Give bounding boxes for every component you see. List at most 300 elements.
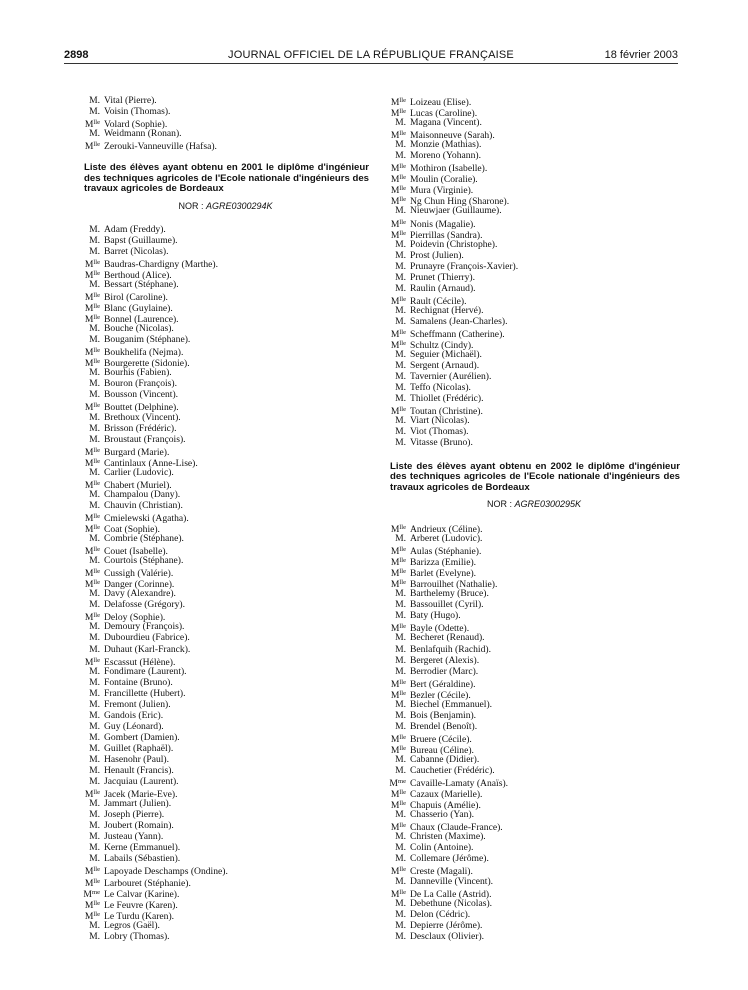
person-name: Deloy (Sophie). [104,612,166,624]
right-top-list [384,95,684,449]
person-name: Pierrillas (Sandra). [410,229,483,241]
person-name: Combrie (Stéphane). [104,533,184,545]
civility-suffix: lle [93,402,100,410]
person-name: Barrouilhet (Nathalie). [410,579,498,591]
person-name: Guillet (Raphaël). [104,742,174,754]
civility [78,423,100,434]
civility-letter: M. [395,437,406,449]
list-item [78,128,373,139]
list-item [78,489,373,500]
person-name: Bouganim (Stéphane). [104,334,191,346]
civility [384,349,406,360]
civility-letter: M. [89,95,100,106]
list-item [384,404,684,418]
person-name: Bourhis (Fabien). [104,367,172,379]
list-item [78,820,373,831]
list-item [78,599,373,610]
civility [384,205,406,216]
list-item [78,445,373,456]
civility-letter: M [84,789,94,801]
list-item [384,261,684,272]
civility-letter: M. [395,271,406,283]
civility-letter: M. [89,599,100,611]
person-name: Creste (Magali). [410,866,473,878]
person-name: Fontaine (Bruno). [104,676,173,688]
list-item [78,106,373,117]
person-name: Duhaut (Karl-Franck). [104,643,191,655]
civility-letter: M. [395,260,406,272]
civility [384,632,406,643]
civility-letter: M. [89,643,100,655]
civility-letter: M. [395,238,406,250]
civility-suffix: lle [399,174,406,182]
civility-letter: M [84,314,94,326]
list-item [78,677,373,688]
list-item [78,378,373,389]
list-item [384,743,684,754]
civility [384,931,406,942]
civility [78,139,100,152]
civility-letter: M [390,174,400,186]
civility-suffix: lle [93,457,100,465]
person-name: Barlet (Evelyne). [410,568,477,580]
civility-letter: M. [89,422,100,434]
person-name: Depierre (Jérôme). [410,919,483,931]
person-name: Barret (Nicolas). [104,245,169,257]
person-name: Bureau (Céline). [410,744,474,756]
person-name: Chauvin (Christian). [104,499,183,511]
person-name: Moreno (Yohann). [410,150,481,162]
list-item [78,522,373,533]
list-item [78,909,373,920]
list-item [78,117,373,131]
person-name: Thiollet (Frédéric). [410,393,484,405]
person-name: Bois (Benjamin). [410,709,477,721]
list-item [78,666,373,677]
civility-letter: M. [395,249,406,261]
list-item [384,632,684,643]
list-item [384,382,684,393]
person-name: Bergeret (Alexis). [410,654,480,666]
list-item [384,393,684,404]
civility-letter: M. [395,875,406,887]
person-name: Baty (Hugo). [410,610,461,622]
list-item [384,305,684,316]
civility [78,588,100,599]
list-item [384,898,684,909]
list-item [78,412,373,423]
person-name: Broustaut (François). [104,433,186,445]
person-name: Brendel (Benoît). [410,720,478,732]
person-name: Delafosse (Grégory). [104,599,185,611]
person-name: Biechel (Emmanuel). [410,698,493,710]
person-name: Jacquiau (Laurent). [104,776,179,788]
list-item [384,150,684,161]
civility-suffix: lle [399,888,406,896]
person-name: Magana (Vincent). [410,117,482,129]
list-item [78,721,373,732]
civility-suffix: lle [93,612,100,620]
civility-letter: M [84,479,94,491]
list-item [78,235,373,246]
list-item [78,434,373,445]
civility [384,533,406,544]
person-name: Lucas (Caroline). [410,108,478,120]
civility-letter: M. [89,798,100,810]
person-name: Zerouki-Vanneuville (Hafsa). [104,141,217,153]
civility [384,721,406,732]
list-item [384,699,684,710]
person-name: Francillette (Hubert). [104,687,186,699]
civility [384,588,406,599]
civility [78,489,100,500]
civility-letter: M [390,406,400,418]
person-name: Vital (Pierre). [104,95,157,106]
civility-letter: M. [89,698,100,710]
graduates-list-2002 [384,522,684,942]
civility [384,139,406,150]
civility-letter: M. [89,367,100,379]
civility-letter: M. [89,765,100,777]
civility-suffix: lle [93,303,100,311]
civility-letter: M [84,579,94,591]
person-name: Mothiron (Isabelle). [410,163,488,175]
civility-letter: M. [89,919,100,931]
civility-suffix: lle [93,656,100,664]
list-item [78,500,373,511]
civility [384,599,406,610]
list-item [384,349,684,360]
civility-letter: M. [395,665,406,677]
list-item [78,887,373,898]
list-item [384,228,684,239]
person-name: Nieuwjaer (Guillaume). [410,205,502,217]
person-name: Bouron (François). [104,378,178,390]
list-item [78,478,373,489]
list-item [384,853,684,864]
civility-letter: M [390,130,400,142]
person-name: Blanc (Guylaine). [104,303,173,315]
list-item [78,732,373,743]
list-item [384,161,684,175]
person-name: Fondimare (Laurent). [104,665,187,677]
person-name: Prunayre (François-Xavier). [410,260,519,272]
civility-letter: M [84,303,94,315]
civility-suffix: lle [93,347,100,355]
person-name: Gandois (Eric). [104,709,164,721]
civility-letter: M. [89,378,100,390]
list-item [78,765,373,776]
civility-letter: M. [89,389,100,401]
civility-letter: M. [89,588,100,600]
civility-letter: M. [395,919,406,931]
left-column [78,95,373,942]
civility-suffix: lle [93,269,100,277]
person-name: Justeau (Yann). [104,831,164,843]
civility-letter: M. [395,371,406,383]
person-name: Le Turdu (Karen). [104,910,175,922]
civility-suffix: lle [399,406,406,414]
list-item [78,632,373,643]
person-name: Maisonneuve (Sarah). [410,130,495,142]
civility-letter: M. [89,853,100,865]
list-item [384,765,684,776]
person-name: Burgard (Marie). [104,446,170,458]
civility-suffix: lle [93,141,100,149]
civility-suffix: lle [399,866,406,874]
person-name: Boukhelifa (Nejma). [104,347,184,359]
person-name: Seguier (Michaël). [410,349,482,361]
person-name: Gombert (Damien). [104,731,180,743]
list-item [78,456,373,467]
person-name: Tavernier (Aurélien). [410,371,492,383]
person-name: Couet (Isabelle). [104,546,168,558]
civility-letter: M [390,295,400,307]
person-name: Weidmann (Ronan). [104,128,182,140]
person-name: Jacek (Marie-Eve). [104,789,178,801]
civility-letter: M. [89,466,100,478]
civility-suffix: lle [93,314,100,322]
person-name: Brethoux (Vincent). [104,411,181,423]
civility-letter: M [84,899,94,911]
person-name: Legros (Gaël). [104,919,160,931]
civility-letter: M. [89,234,100,246]
civility-suffix: lle [399,689,406,697]
civility [78,920,100,931]
civility-letter: M. [395,382,406,394]
civility [384,360,406,371]
civility-letter: M. [89,831,100,843]
civility [78,323,100,334]
person-name: Kerne (Emmanuel). [104,842,181,854]
list-item [78,257,373,268]
list-item [78,831,373,842]
civility [384,765,406,776]
person-name: Collemare (Jérôme). [410,853,489,865]
list-item [384,677,684,688]
civility-letter: M. [89,742,100,754]
civility [384,437,406,448]
person-name: Lapoyade Deschamps (Ondine). [104,866,228,878]
civility-letter: M. [89,223,100,235]
list-item [78,334,373,345]
civility-letter: M [84,358,94,370]
civility-letter: M [390,108,400,120]
page-header [64,49,678,63]
civility-letter: M. [395,842,406,854]
civility-suffix: lle [399,822,406,830]
civility-letter: M. [395,360,406,372]
list-item [384,272,684,283]
civility [384,920,406,931]
person-name: Rechignat (Hervé). [410,304,484,316]
nor-reference-2002 [384,499,684,509]
list-item [384,710,684,721]
person-name: Bonnel (Laurence). [104,314,179,326]
civility-letter: M [390,678,400,690]
nor-reference-2001 [78,201,373,211]
person-name: Danger (Corinne). [104,579,175,591]
right-column [384,95,684,942]
person-name: Brisson (Frédéric). [104,422,177,434]
person-name: Voisin (Thomas). [104,106,171,118]
list-item [78,853,373,864]
civility-letter: M. [395,809,406,821]
list-item [384,217,684,228]
civility-letter: M [390,229,400,241]
civility-letter: M. [395,610,406,622]
civility-letter: M [390,733,400,745]
civility-letter: M [390,579,400,591]
civility-letter: M. [395,908,406,920]
civility-letter: M. [89,323,100,335]
person-name: Chasserio (Yan). [410,809,475,821]
list-item [78,389,373,400]
person-name: Adam (Freddy). [104,223,166,235]
civility-letter: M [84,910,94,922]
civility [78,378,100,389]
list-item [384,776,684,790]
civility-letter: M [84,656,94,668]
person-name: Toutan (Christine). [410,406,483,418]
person-name: Bayle (Odette). [410,623,470,635]
list-item [384,876,684,887]
civility-letter: M [84,141,94,153]
list-item [384,688,684,699]
civility-letter: M [390,163,400,175]
civility [384,305,406,316]
civility-letter: M. [89,720,100,732]
civility-letter: M [84,347,94,359]
person-name: Coat (Sophie). [104,524,160,535]
civility-letter: M [84,457,94,469]
person-name: Mura (Virginie). [410,185,474,197]
civility-letter: M. [89,533,100,545]
list-item [78,290,373,304]
person-name: Delon (Cédric). [410,908,471,920]
list-item [384,610,684,621]
list-item [384,721,684,732]
civility-suffix: lle [399,524,406,531]
list-item [384,566,684,580]
civility [78,95,100,106]
list-item [78,423,373,434]
person-name: Baudras-Chardigny (Marthe). [104,258,219,270]
civility [384,853,406,864]
civility-letter: M. [395,930,406,942]
civility [384,117,406,128]
list-item [384,864,684,878]
civility-suffix: lle [93,524,100,531]
list-item [384,655,684,666]
civility-letter: M [390,340,400,352]
civility-letter: M. [89,676,100,688]
list-item [384,666,684,677]
civility-letter: M [84,524,94,535]
list-item [384,931,684,942]
list-item [78,776,373,787]
header-rule [64,63,678,64]
civility-letter: M [390,185,400,197]
civility-letter: M. [395,205,406,217]
civility-letter: M. [395,139,406,151]
list-item [78,787,373,801]
civility-letter: M [84,877,94,889]
list-item [78,588,373,599]
person-name: Joubert (Romain). [104,820,174,832]
civility [384,655,406,666]
person-name: Cussigh (Valérie). [104,568,174,580]
person-name: Berthoud (Alice). [104,269,172,281]
civility [78,666,100,677]
civility [384,239,406,250]
civility-letter: M. [395,150,406,162]
civility [78,644,100,655]
person-name: Loizeau (Elise). [410,97,472,108]
civility-suffix: lle [399,744,406,752]
person-name: Chapuis (Amélie). [410,800,481,812]
list-item [78,610,373,624]
list-item [78,743,373,754]
civility-letter: M [389,778,398,790]
civility-letter: M. [395,599,406,611]
civility-suffix: lle [93,866,100,874]
person-name: Labails (Sébastien). [104,853,181,865]
list-item [78,577,373,591]
civility-suffix: lle [93,446,100,454]
person-name: Bourgerette (Sidonie). [104,358,190,370]
list-item [78,467,373,478]
civility-letter: M. [395,765,406,777]
person-name: Davy (Alexandre). [104,588,176,600]
civility-letter: M. [395,117,406,129]
civility-letter: M. [395,282,406,294]
list-item [78,139,373,153]
civility-letter: M [390,789,400,801]
civility-letter: M. [89,334,100,346]
section-title-2002: Liste des élèves ayant obtenu en 2002 le diplôme d'ingénieur des techniques agricoles de l'Ecole nationale d'ingénieurs des travaux agricoles de Bordeaux [390,460,680,493]
civility [384,261,406,272]
civility [384,809,406,820]
person-name: Cantinlaux (Anne-Lise). [104,457,198,469]
civility-suffix: lle [93,789,100,797]
civility-letter: M [84,866,94,878]
list-item [78,898,373,909]
civility [78,754,100,765]
civility [78,599,100,610]
list-item [384,205,684,216]
civility-suffix: lle [399,678,406,686]
list-item [384,522,684,533]
civility [78,721,100,732]
civility [78,533,100,544]
civility-suffix: lle [399,218,406,226]
civility-suffix: lle [399,295,406,303]
list-item [384,172,684,186]
civility-suffix: lle [93,546,100,554]
list-item [384,533,684,544]
civility-suffix: lle [399,800,406,808]
person-name: Escassut (Hélène). [104,656,176,668]
list-item [78,798,373,809]
list-item [384,887,684,898]
civility-letter: M [84,119,94,131]
civility-letter: M [390,800,400,812]
person-name: Bassouillet (Cyril). [410,599,484,611]
list-item [78,511,373,522]
civility [78,677,100,688]
civility-suffix: lle [93,258,100,266]
